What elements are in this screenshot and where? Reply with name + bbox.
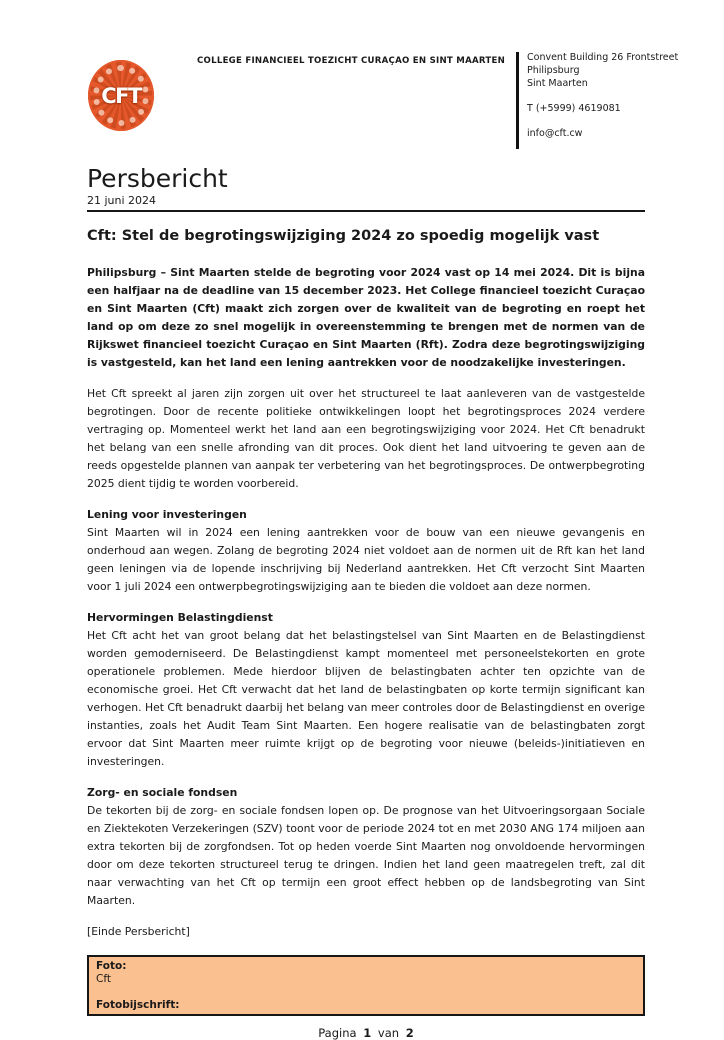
photo-box-spacer [96,986,636,999]
section-zorg-en-sociale-fondsen [87,784,645,910]
document-type-title: Persbericht [87,164,228,193]
page-number-connector: van [377,1026,400,1040]
cft-logo [88,60,154,131]
title-rule [87,210,645,212]
photo-credit: Cft [96,973,111,985]
address-line-city: Philipsburg [527,65,580,76]
lead-paragraph: Philipsburg – Sint Maarten stelde de begroting voor 2024 vast op 14 mei 2024. Dit is bijna een halfjaar na de deadline van 15 december 2023. Het College financieel toezicht Curaçao en Sint Maarten (Cft) maakt zich zorgen over de kwaliteit van de begroting en roept het land op om deze zo snel mogelijk in overeenstemming te brengen met de normen van de Rijkswet financieel toezicht Curaçao en Sint Maarten (Rft). Zodra deze begrotingswijziging is vastgesteld, kan het land een lening aantrekken voor de noodzakelijke investeringen. [87,266,645,369]
section-body: Sint Maarten wil in 2024 een lening aantrekken voor de bouw van een nieuwe gevangenis en onderhoud aan wegen. Zolang de begroting 2024 niet voldoet aan de normen uit de Rft kan het land geen leningen via de lopende inschrijving bij Nederland aantrekken. Het Cft verzocht Sint Maarten voor 1 juli 2024 een ontwerpbegrotingswijziging aan te bieden die voldoet aan deze normen. [87,526,645,593]
cft-logo-text: CFT [101,83,141,108]
photo-label: Foto: [96,960,127,972]
page-number-total: 2 [405,1026,414,1040]
header-divider [516,52,519,149]
org-title: COLLEGE FINANCIEEL TOEZICHT CURAÇAO EN SINT MAARTEN [197,56,506,66]
section-lening-voor-investeringen [87,506,645,596]
photo-box [87,955,645,1016]
page-number-current: 1 [363,1026,372,1040]
section-body: De tekorten bij de zorg- en sociale fondsen lopen op. De prognose van het Uitvoeringsorgaan Sociale en Ziektekoten Verzekeringen (SZV) toont voor de periode 2024 tot en met 2030 ANG 174 miljoen aan extra tekorten bij de zorgfondsen. Tot op heden voerde Sint Maarten nog onvoldoende hervormingen door om deze tekorten structureel terug te dringen. Indien het land geen maatregelen treft, zal dit naar verwachting van het Cft op termijn een groot effect hebben op de landsbegroting van Sint Maarten. [87,804,645,907]
phone-number: T (+5999) 4619081 [527,103,621,114]
end-note: [Einde Persbericht] [87,925,190,938]
document-body [87,165,645,1040]
section-heading: Zorg- en sociale fondsen [87,786,238,799]
contact-block [527,51,678,140]
body-paragraph: Het Cft spreekt al jaren zijn zorgen uit over het structureel te laat aanleveren van de vastgestelde begrotingen. Door de recente politieke ontwikkelingen loopt het begrotingsproces 2024 verdere vertraging op. Momenteel werkt het land aan een begrotingswijziging voor 2024. Het Cft benadrukt het belang van een snelle afronding van dit proces. Ook dient het land uitvoering te geven aan de reeds opgestelde plannen van aanpak ter verbetering van het begrotingsproces. De ontwerpbegroting 2025 dient tijdig te worden voorbereid. [87,387,645,490]
page-number [87,1026,645,1040]
address-line-country: Sint Maarten [527,78,588,89]
address-line-street: Convent Building 26 Frontstreet [527,52,679,63]
section-hervormingen-belastingdienst [87,609,645,771]
document-date: 21 juni 2024 [87,194,157,207]
page-number-prefix: Pagina [318,1026,357,1040]
section-heading: Hervormingen Belastingdienst [87,611,273,624]
section-body: Het Cft acht het van groot belang dat het belastingstelsel van Sint Maarten en de Belastingdienst worden gemoderniseerd. De Belastingdienst kampt momenteel met personeelstekorten en grote operationele problemen. Mede hierdoor blijven de belastingbaten achter ten opzichte van de economische groei. Het Cft verwacht dat het land de belastingbaten op korte termijn significant kan verhogen. Het Cft benadrukt daarbij het belang van meer controles door de Belastingdienst en overige instanties, zoals het Audit Team Sint Maarten. Een hogere realisatie van de belastingbaten zorgt ervoor dat Sint Maarten meer ruimte krijgt op de begroting voor nieuwe (beleids-)initiatieven en investeringen. [87,629,645,768]
section-heading: Lening voor investeringen [87,508,247,521]
photo-caption-label: Fotobijschrift: [96,999,180,1011]
headline: Cft: Stel de begrotingswijziging 2024 zo spoedig mogelijk vast [87,228,600,244]
email-address: info@cft.cw [527,128,583,139]
